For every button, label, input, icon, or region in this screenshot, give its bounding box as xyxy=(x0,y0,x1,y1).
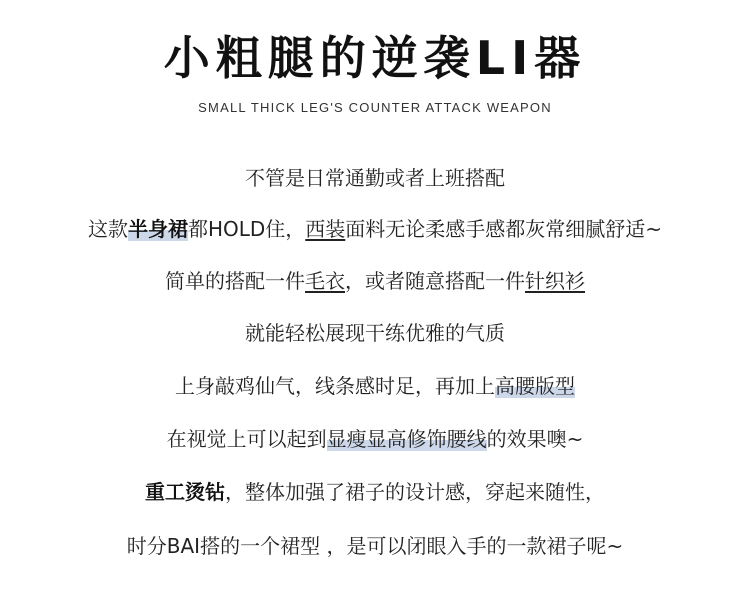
highlight-skirt: 半身裙 xyxy=(127,217,188,241)
text-line-2 xyxy=(0,214,750,244)
text-segment: 在视觉上可以起到 xyxy=(166,427,327,451)
text-line-5 xyxy=(0,371,750,401)
text-line-7 xyxy=(0,477,750,507)
text-line-4: 就能轻松展现干练优雅的气质 xyxy=(245,321,505,345)
text-line-1: 不管是日常通勤或者上班搭配 xyxy=(245,166,505,190)
text-segment: 上身敲鸡仙气，线条感时足，再加上 xyxy=(175,374,495,398)
text-line-3 xyxy=(0,266,750,296)
text-segment: ，或者随意搭配一件 xyxy=(345,269,525,293)
underline-sweater: 毛衣 xyxy=(305,269,345,293)
text-segment: 简单的搭配一件 xyxy=(165,269,305,293)
text-segment: ，整体加强了裙子的设计感，穿起来随性， xyxy=(225,480,605,504)
bold-rhinestone: 重工烫钻 xyxy=(145,480,225,504)
text-segment: 面料无论柔感手感都灰常细腻舒适~ xyxy=(345,217,663,241)
page-title: 小粗腿的逆袭LI器 xyxy=(163,31,587,85)
text-segment: 这款 xyxy=(87,217,128,241)
text-line-6 xyxy=(0,424,750,454)
highlight-slimming: 显瘦显高修饰腰线 xyxy=(326,427,487,451)
text-line-8: 时分BAI搭的一个裙型 ，是可以闭眼入手的一款裙子呢~ xyxy=(126,534,624,558)
text-segment: 都HOLD住， xyxy=(187,217,306,241)
text-segment: 的效果噢~ xyxy=(486,427,584,451)
highlight-high-waist: 高腰版型 xyxy=(495,374,575,398)
underline-suit: 西装 xyxy=(305,217,346,241)
page-subtitle: SMALL THICK LEG'S COUNTER ATTACK WEAPON xyxy=(198,100,552,115)
underline-knitwear: 针织衫 xyxy=(525,269,585,293)
